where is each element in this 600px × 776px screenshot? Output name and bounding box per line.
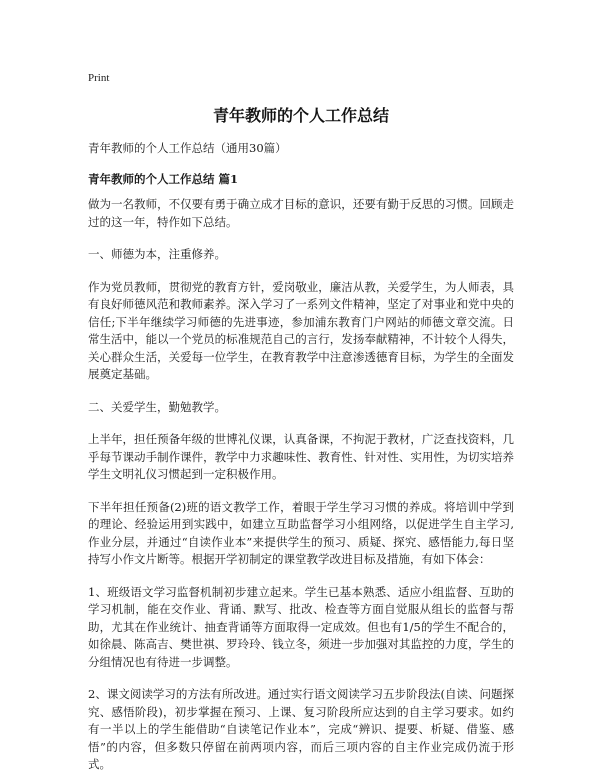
- paragraph-point-2: 2、课文阅读学习的方法有所改进。通过实行语文阅读学习五步阶段法(自读、问题探究、感悟阶段)，初步掌握在预习、上课、复习阶段所应达到的自主学习要求。如约有一半以上的学生能借助“自读笔记作业本”，完成“辨识、提要、析疑、借鉴、感悟”的内容，但多数只停留在前两项内容，而后三项内容的自主作业完成仍流于形式。: [88, 687, 514, 771]
- section-heading: 青年教师的个人工作总结 篇1: [88, 172, 239, 186]
- paragraph-heading-1: 一、师德为本，注重修养。: [88, 247, 226, 261]
- paragraph-second-half: 下半年担任预备(2)班的语文教学工作，着眼于学生学习习惯的养成。将培训中学到的理论、经验运用到实践中，如建立互助监督学习小组网络，以促进学生自主学习,作业分层，并通过“自读作业本”来提供学生的预习、质疑、探究、感悟能力,每日坚持写小作文片断等。根据开学初制定的课堂教学改进目标及措施，有如下体会：: [88, 499, 514, 566]
- paragraph-ethics: 作为党员教师，贯彻党的教育方针，爱岗敬业，廉洁从教，关爱学生，为人师表，具有良好师德风范和教师素养。深入学习了一系列文件精神，坚定了对事业和党中央的信任;下半年继续学习师德的先进事迹，参加浦东教育门户网站的师德文章交流。日常生活中，能以一个党员的标准规范自己的言行，发扬奉献精神，不计较个人得失，关心群众生活，关爱每一位学生，在教育教学中注意渗透德育目标，为学生的全面发展奠定基础。: [88, 279, 514, 381]
- paragraph-first-half: 上半年，担任预备年级的世博礼仪课，认真备课，不拘泥于教材，广泛查找资料，几乎每节课动手制作课件，教学中力求趣味性、教育性、针对性、实用性，为切实培养学生文明礼仪习惯起到一定积极作用。: [88, 432, 514, 481]
- document-title: 青年教师的个人工作总结: [212, 106, 389, 125]
- paragraph-point-1: 1、班级语文学习监督机制初步建立起来。学生已基本熟悉、适应小组监督、互助的学习机制，能在交作业、背诵、默写、批改、检查等方面自觉服从组长的监督与帮助，尤其在作业统计、抽查背诵等方面取得一定成效。但也有1/5的学生不配合的，如徐晨、陈高吉、樊世祺、罗玲玲、钱立冬，须进一步加强对其监控的力度，学生的分组情况也有待进一步调整。: [88, 584, 514, 669]
- document-subtitle: 青年教师的个人工作总结（通用30篇）: [88, 141, 287, 155]
- paragraph-intro: 做为一名教师，不仅要有勇于确立成才目标的意识，还要有勤于反思的习惯。回顾走过的这一年，特作如下总结。: [88, 197, 514, 229]
- print-label[interactable]: Print: [88, 72, 110, 84]
- paragraph-heading-2: 二、关爱学生，勤勉教学。: [88, 399, 226, 414]
